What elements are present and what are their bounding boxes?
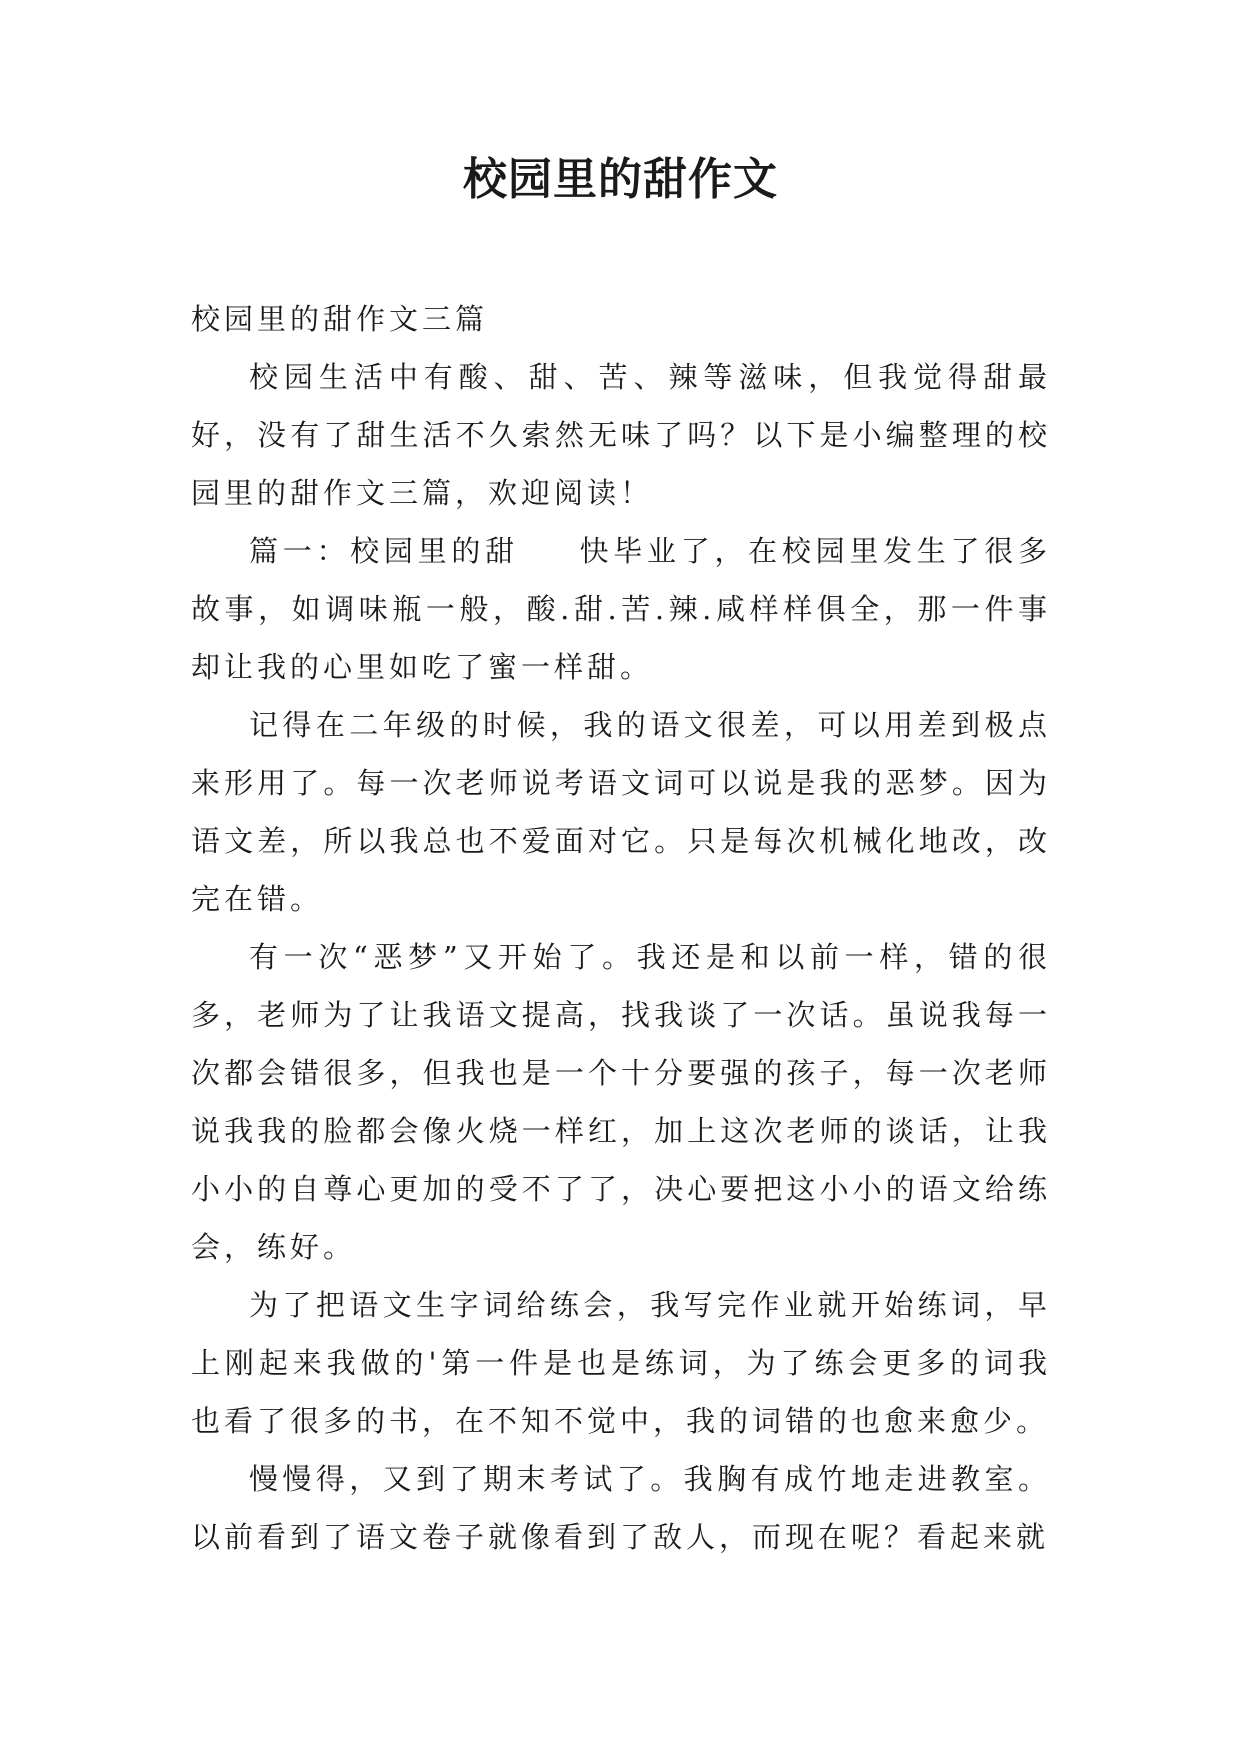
- document-title: 校园里的甜作文: [463, 154, 778, 205]
- body-paragraph-4: 为了把语文生字词给练会，我写完作业就开始练词，早上刚起来我做的'第一件是也是练词，为了练会更多的词我也看了很多的书，在不知不觉中，我的词错的也愈来愈少。: [191, 1288, 1051, 1438]
- document-body: [191, 290, 1051, 1566]
- body-paragraph-5: 慢慢得，又到了期末考试了。我胸有成竹地走进教室。以前看到了语文卷子就像看到了敌人，而现在呢？看起来就: [191, 1462, 1051, 1554]
- intro-paragraph: 校园生活中有酸、甜、苦、辣等滋味，但我觉得甜最好，没有了甜生活不久索然无味了吗？以下是小编整理的校园里的甜作文三篇，欢迎阅读！: [191, 360, 1051, 510]
- section-one-text: 快毕业了，在校园里发生了很多故事，如调味瓶一般，酸.甜.苦.辣.咸样样俱全，那一件事却让我的心里如吃了蜜一样甜。: [191, 534, 1051, 684]
- section-one-paragraph: [191, 522, 1051, 696]
- document-subtitle: 校园里的甜作文三篇: [191, 302, 489, 336]
- body-paragraph-3: 有一次“恶梦”又开始了。我还是和以前一样，错的很多，老师为了让我语文提高，找我谈了一次话。虽说我每一次都会错很多，但我也是一个十分要强的孩子，每一次老师说我我的脸都会像火烧一样红，加上这次老师的谈话，让我小小的自尊心更加的受不了了，决心要把这小小的语文给练会，练好。: [191, 940, 1051, 1264]
- section-heading: 篇一：校园里的甜: [249, 534, 519, 568]
- body-paragraph-2: 记得在二年级的时候，我的语文很差，可以用差到极点来形用了。每一次老师说考语文词可以说是我的恶梦。因为语文差，所以我总也不爱面对它。只是每次机械化地改，改完在错。: [191, 708, 1051, 916]
